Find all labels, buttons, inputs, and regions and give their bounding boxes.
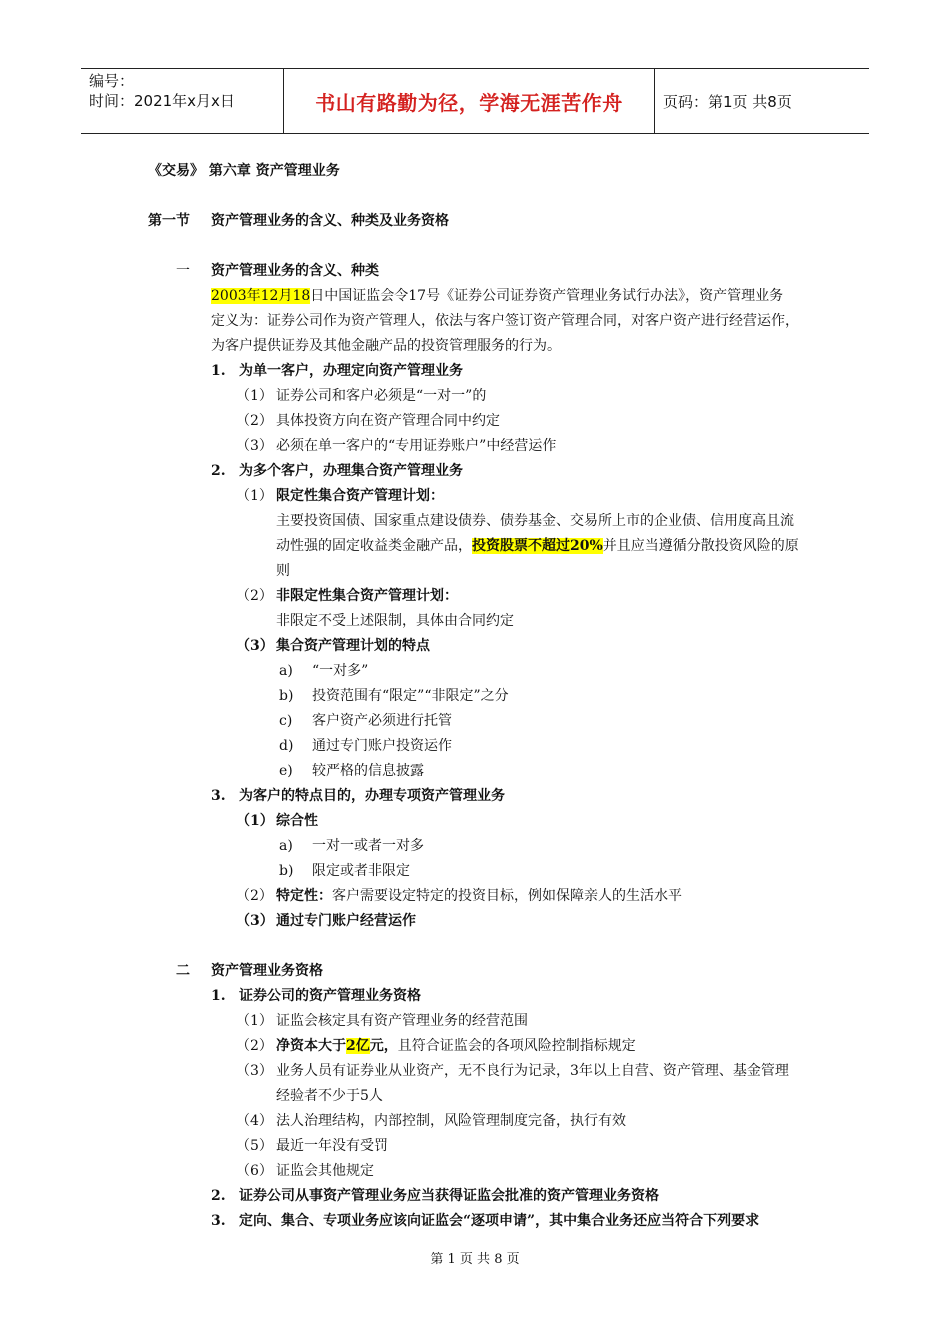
list-marker: a) — [279, 663, 293, 679]
sub-title: 限定性集合资产管理计划： — [276, 488, 444, 504]
sub-text: 且符合证监会的各项风险控制指标规定 — [397, 1038, 636, 1054]
item-title: 为单一客户，办理定向资产管理业务 — [239, 363, 463, 379]
sub-text-bold: 元， — [369, 1038, 398, 1054]
part-number: 二 — [176, 963, 190, 979]
paragraph-segment: 并且应当遵循分散投资风险的原 — [602, 538, 799, 554]
sub-text: 经验者不少于5人 — [276, 1088, 383, 1104]
list-item: “一对多” — [312, 663, 369, 679]
sub-text: 证券公司和客户必须是“一对一”的 — [276, 388, 487, 404]
item-title: 证券公司的资产管理业务资格 — [239, 988, 421, 1004]
sub-number: （2） — [236, 588, 273, 604]
sub-title: 非限定性集合资产管理计划： — [276, 588, 458, 604]
paragraph-line — [276, 536, 799, 556]
sub-title: 特定性： — [276, 888, 332, 904]
item-title: 证券公司从事资产管理业务应当获得证监会批准的资产管理业务资格 — [239, 1188, 659, 1204]
list-marker: a) — [279, 838, 293, 854]
paragraph-line: 主要投资国债、国家重点建设债券、债券基金、交易所上市的企业债、信用度高且流 — [276, 513, 794, 529]
highlighted-limit: 投资股票不超过20% — [472, 538, 603, 554]
sub-text: 最近一年没有受罚 — [276, 1138, 388, 1154]
sub-text-bold: 净资本大于 — [276, 1038, 346, 1054]
sub-number: （1） — [236, 488, 273, 504]
list-marker: e) — [279, 763, 293, 779]
sub-number: （2） — [236, 1038, 273, 1054]
list-item: 限定或者非限定 — [312, 863, 410, 879]
item-number: 1. — [211, 363, 226, 379]
sub-text: 具体投资方向在资产管理合同中约定 — [276, 413, 500, 429]
list-marker: b) — [279, 863, 294, 879]
sub-text: 证监会核定具有资产管理业务的经营范围 — [276, 1013, 528, 1029]
item-number: 2. — [211, 1188, 226, 1204]
list-marker: d) — [279, 738, 294, 754]
definition-line-1 — [211, 286, 783, 306]
header-page-cell — [655, 69, 869, 133]
sub-number: （2） — [236, 413, 273, 429]
sub-number: （1） — [236, 1013, 273, 1029]
part-title: 资产管理业务资格 — [211, 963, 323, 979]
header-left-cell — [81, 69, 283, 133]
sub-line — [276, 1036, 636, 1056]
sub-title: 集合资产管理计划的特点 — [276, 638, 430, 654]
paragraph-segment: 动性强的固定收益类金融产品， — [276, 538, 472, 554]
page-info: 页码：第1页 共8页 — [663, 92, 792, 111]
item-number: 2. — [211, 463, 226, 479]
sub-title: 通过专门账户经营运作 — [276, 913, 416, 929]
document-title: 《交易》 第六章 资产管理业务 — [148, 163, 340, 179]
sub-number: （3） — [236, 438, 273, 454]
header-motto-cell — [283, 69, 655, 133]
sub-number: （1） — [236, 813, 274, 829]
time-label: 时间：2021年x月x日 — [89, 92, 235, 110]
item-title: 定向、集合、专项业务应该向证监会“逐项申请”，其中集合业务还应当符合下列要求 — [239, 1213, 760, 1229]
sub-title: 综合性 — [276, 813, 318, 829]
list-item: 一对一或者一对多 — [312, 838, 424, 854]
sub-number: （2） — [236, 888, 273, 904]
item-number: 1. — [211, 988, 226, 1004]
sub-text: 业务人员有证券业从业资产，无不良行为记录，3年以上自营、资产管理、基金管理 — [276, 1063, 789, 1079]
sub-number: （5） — [236, 1138, 273, 1154]
section-title: 资产管理业务的含义、种类及业务资格 — [211, 213, 449, 229]
section-number: 第一节 — [148, 213, 190, 229]
sub-text: 证监会其他规定 — [276, 1163, 374, 1179]
definition-line-2: 定义为：证券公司作为资产管理人，依法与客户签订资产管理合同，对客户资产进行经营运作， — [211, 313, 799, 329]
paragraph-line: 非限定不受上述限制，具体由合同约定 — [276, 613, 514, 629]
list-marker: b) — [279, 688, 294, 704]
sub-number: （4） — [236, 1113, 273, 1129]
part-title: 资产管理业务的含义、种类 — [211, 263, 379, 279]
sub-number: （3） — [236, 913, 274, 929]
sub-number: （6） — [236, 1163, 273, 1179]
item-title: 为多个客户，办理集合资产管理业务 — [239, 463, 463, 479]
list-item: 较严格的信息披露 — [312, 763, 424, 779]
paragraph-line: 则 — [276, 563, 290, 579]
sub-text: 客户需要设定特定的投资目标，例如保障亲人的生活水平 — [332, 888, 682, 904]
list-marker: c) — [279, 713, 293, 729]
item-number: 3. — [211, 788, 226, 804]
list-item: 投资范围有“限定”“非限定”之分 — [312, 688, 509, 704]
sub-text: 法人治理结构，内部控制，风险管理制度完备，执行有效 — [276, 1113, 626, 1129]
definition-line-3: 为客户提供证券及其他金融产品的投资管理服务的行为。 — [211, 338, 561, 354]
page-footer: 第 1 页 共 8 页 — [430, 1252, 520, 1267]
header-table — [81, 68, 869, 134]
highlighted-date: 2003年12月18 — [211, 288, 311, 304]
sub-number: （3） — [236, 638, 274, 654]
highlighted-capital: 2亿 — [346, 1038, 370, 1054]
list-item: 客户资产必须进行托管 — [312, 713, 452, 729]
item-number: 3. — [211, 1213, 226, 1229]
number-label: 编号： — [89, 72, 135, 90]
sub-text: 必须在单一客户的“专用证券账户”中经营运作 — [276, 438, 557, 454]
item-title: 为客户的特点目的，办理专项资产管理业务 — [239, 788, 505, 804]
motto: 书山有路勤为径，学海无涯苦作舟 — [315, 90, 623, 115]
part-number: 一 — [176, 263, 190, 279]
sub-number: （3） — [236, 1063, 273, 1079]
list-item: 通过专门账户投资运作 — [312, 738, 452, 754]
definition-line-1-rest: 日中国证监会令17号《证券公司证券资产管理业务试行办法》，资产管理业务 — [310, 288, 784, 304]
sub-line — [276, 886, 682, 906]
sub-number: （1） — [236, 388, 273, 404]
